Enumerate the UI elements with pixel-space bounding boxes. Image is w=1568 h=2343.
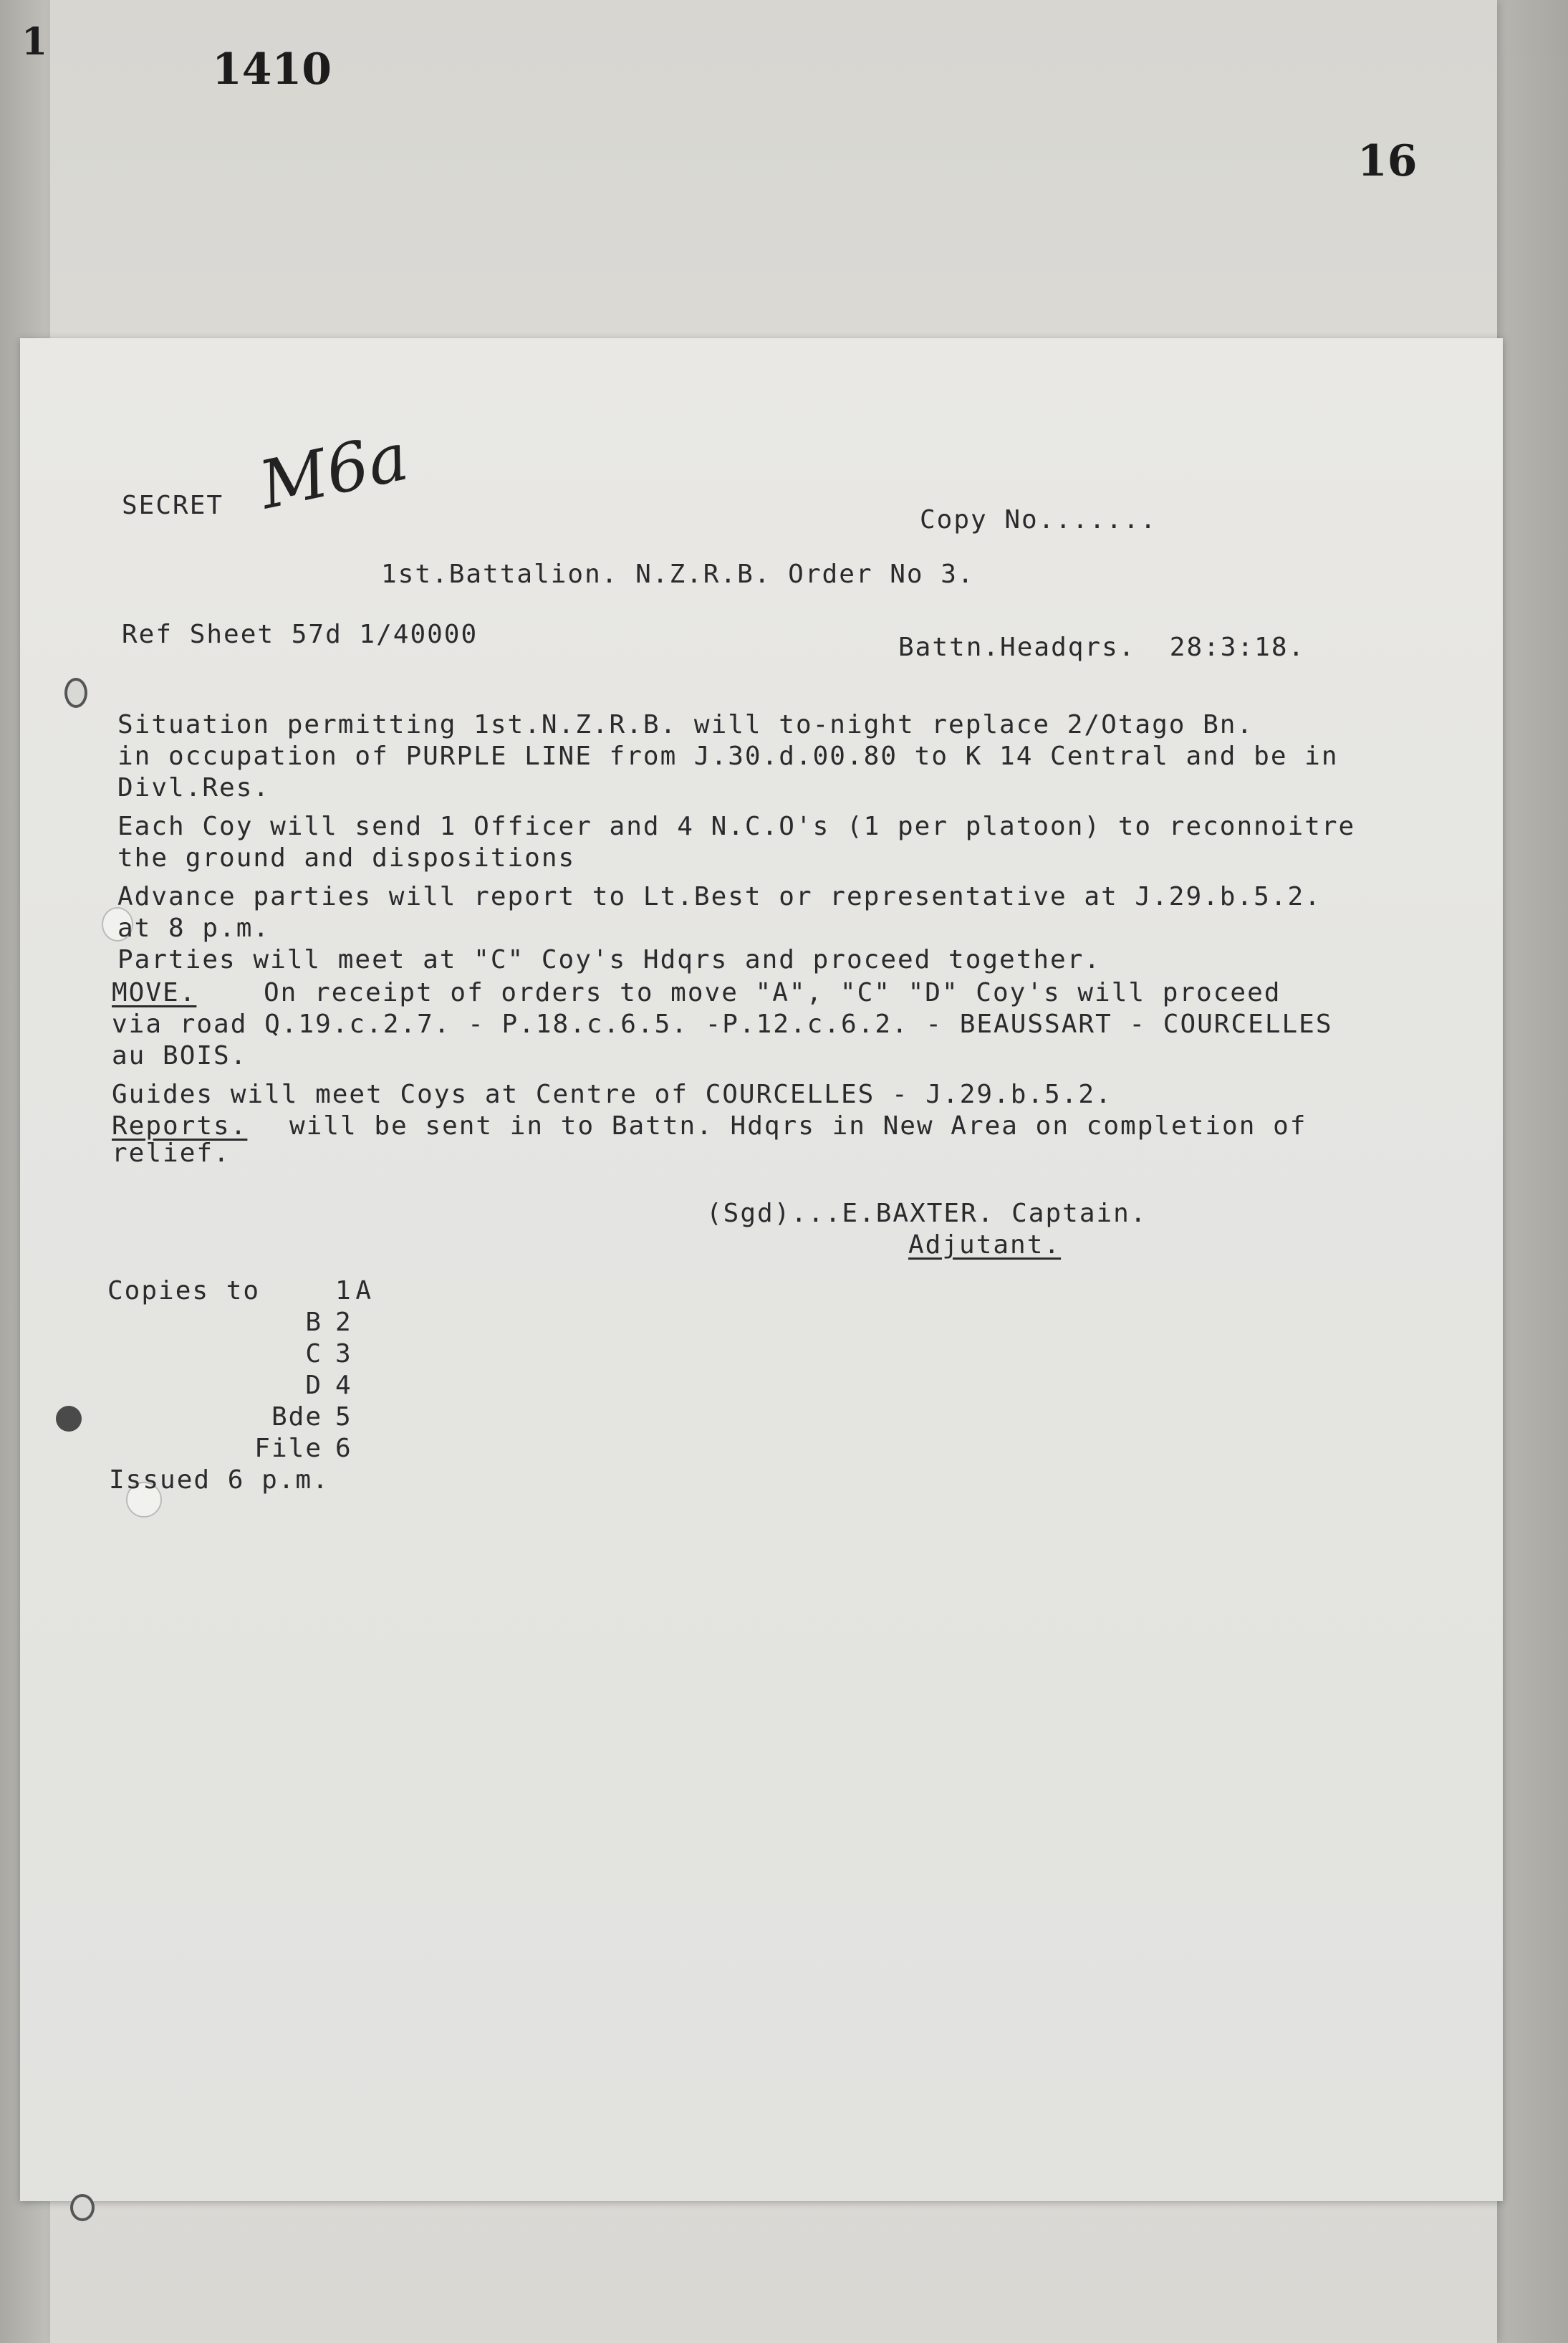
handwritten-reference: M6a xyxy=(253,418,415,524)
copies-entry-label: Bde xyxy=(271,1402,322,1432)
body-line: the ground and dispositions xyxy=(117,843,576,873)
move-line: au BOIS. xyxy=(112,1041,248,1070)
body-line: Each Coy will send 1 Officer and 4 N.C.O's (1 per platoon) to reconnoitre xyxy=(117,812,1356,841)
move-line: via road Q.19.c.2.7. - P.18.c.6.5. -P.12.c.6.2. - BEAUSSART - COURCELLES xyxy=(112,1010,1333,1039)
copies-entry-label: C xyxy=(305,1339,322,1369)
archive-number: 1410 xyxy=(212,44,332,95)
copies-entry-number: 5 xyxy=(335,1402,352,1432)
body-line: Parties will meet at "C" Coy's Hdqrs and proceed together. xyxy=(117,945,1102,974)
reports-heading: Reports. xyxy=(112,1111,248,1141)
copies-entry-number: 4 xyxy=(335,1371,352,1400)
body-line: Divl.Res. xyxy=(117,773,271,802)
punch-hole xyxy=(70,2194,95,2221)
copy-number: Copy No....... xyxy=(920,505,1158,535)
signature-line: (Sgd)...E.BAXTER. Captain. xyxy=(706,1199,1148,1228)
reports-line: will be sent in to Battn. Hdqrs in New Area on completion of xyxy=(289,1111,1307,1141)
body-line: Advance parties will report to Lt.Best or representative at J.29.b.5.2. xyxy=(117,882,1322,911)
copies-entry-label: B xyxy=(305,1308,322,1337)
copies-entry-number: 2 xyxy=(335,1308,352,1337)
move-heading: MOVE. xyxy=(112,978,197,1007)
copies-entry-number: 1 xyxy=(335,1276,352,1305)
classification-label: SECRET xyxy=(122,491,224,520)
copies-entry-number: 3 xyxy=(335,1339,352,1369)
guides-line: Guides will meet Coys at Centre of COURCELLES - J.29.b.5.2. xyxy=(112,1080,1112,1109)
copies-entry-label: File xyxy=(254,1434,322,1463)
punch-hole xyxy=(64,678,87,708)
reports-line: relief. xyxy=(112,1139,231,1168)
move-line: On receipt of orders to move "A", "C" "D" Coy's will proceed xyxy=(264,978,1281,1007)
copies-heading: Copies to xyxy=(107,1276,261,1305)
headquarters-date: Battn.Headqrs. 28:3:18. xyxy=(898,633,1306,662)
issued-time: Issued 6 p.m. xyxy=(109,1465,330,1495)
page-number: 16 xyxy=(1357,136,1418,186)
body-line: at 8 p.m. xyxy=(117,914,271,943)
body-line: Situation permitting 1st.N.Z.R.B. will to-night replace 2/Otago Bn. xyxy=(117,710,1254,739)
order-title: 1st.Battalion. N.Z.R.B. Order No 3. xyxy=(381,560,975,589)
copies-entry-number: 6 xyxy=(335,1434,352,1463)
corner-mark: 1 xyxy=(21,20,48,64)
copies-entry-label: A xyxy=(355,1276,372,1305)
body-line: in occupation of PURPLE LINE from J.30.d.00.80 to K 14 Central and be in xyxy=(117,742,1339,771)
map-reference: Ref Sheet 57d 1/40000 xyxy=(122,620,478,649)
order-sheet xyxy=(20,338,1503,2201)
punch-hole xyxy=(56,1406,82,1432)
copies-entry-label: D xyxy=(305,1371,322,1400)
signature-role: Adjutant. xyxy=(908,1230,1062,1260)
